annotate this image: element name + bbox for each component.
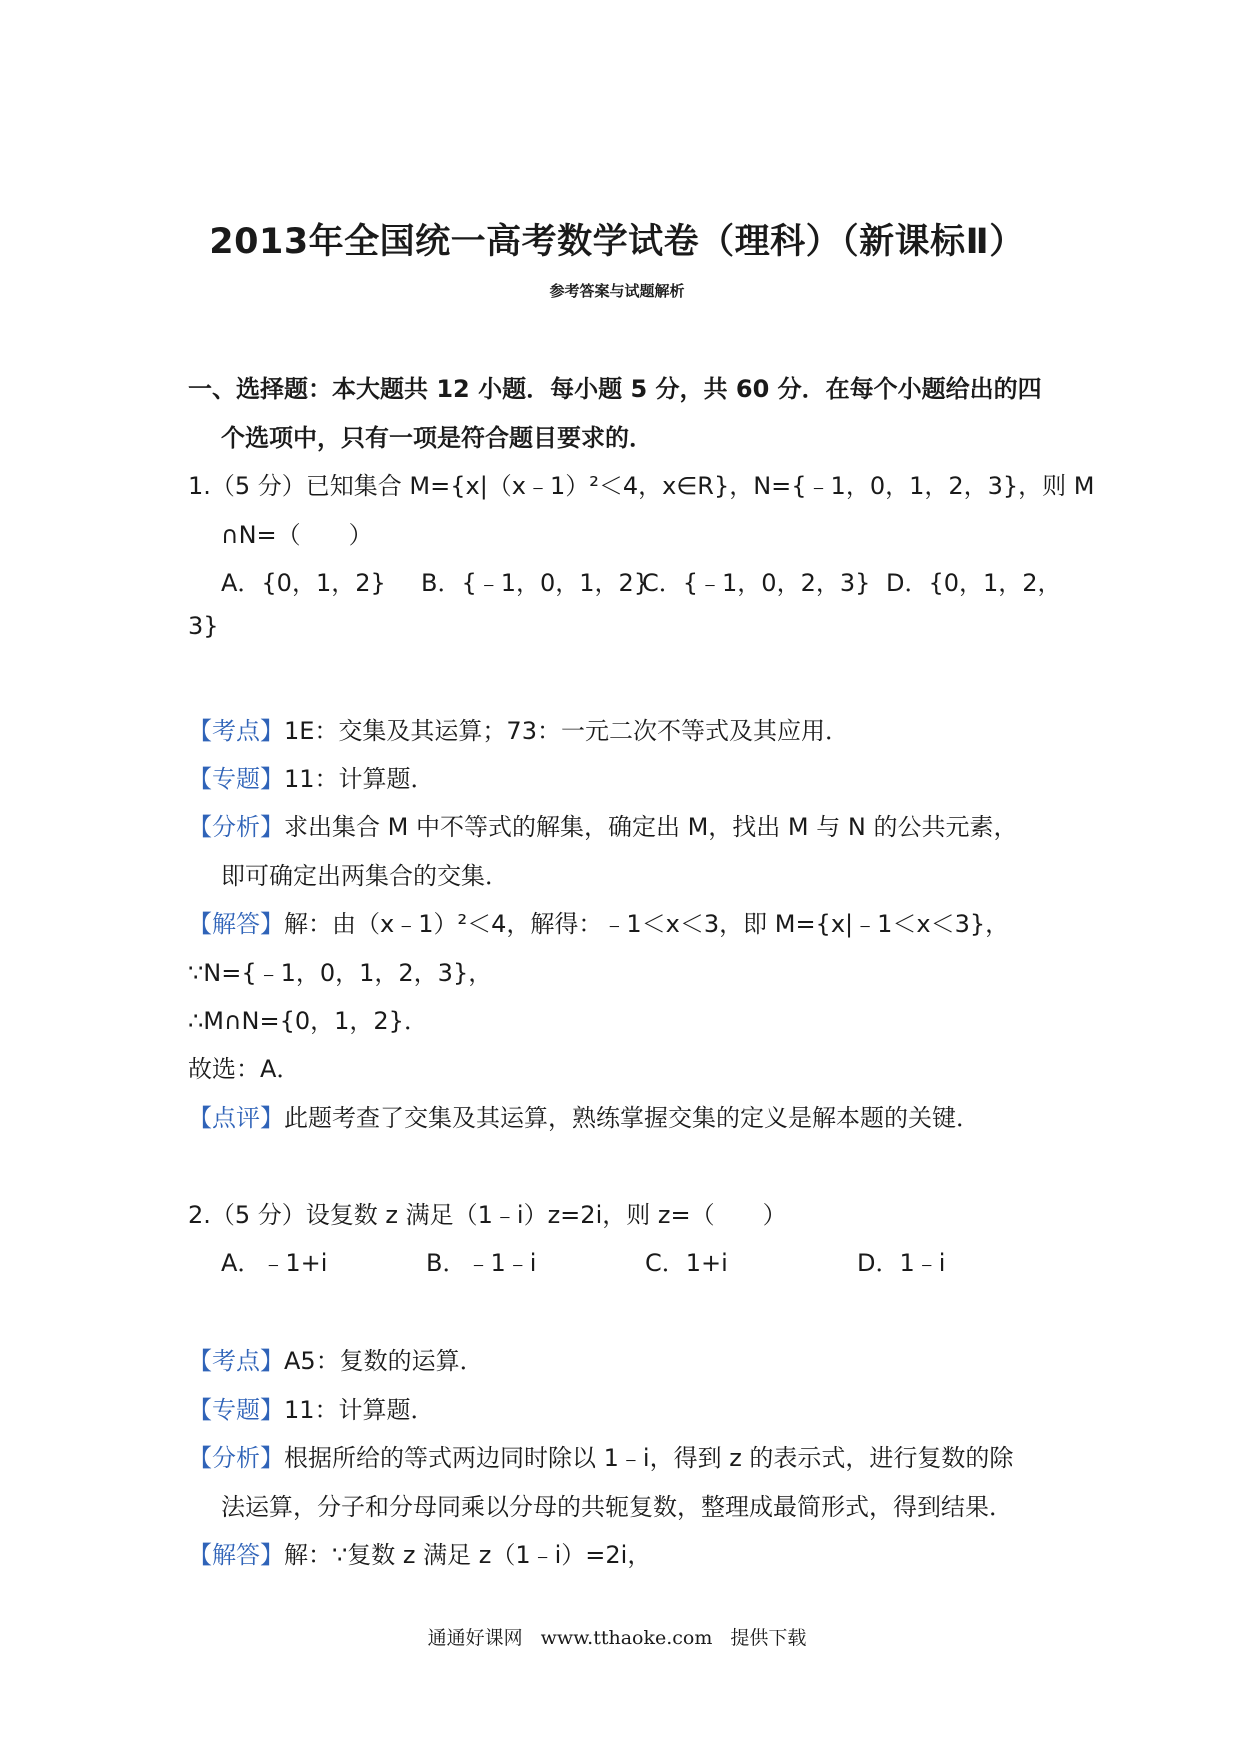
q2-zhuanti-text: 11：计算题．: [284, 1396, 435, 1424]
q1-option-b: B．{﹣1，0，1，2}: [421, 569, 650, 597]
q1-jieda-line2: ∵N={﹣1，0，1，2，3}，: [188, 959, 493, 987]
q2-stem: 2.（5 分）设复数 z 满足（1﹣i）z=2i，则 z=（ ）: [188, 1201, 787, 1229]
footer-url[interactable]: www.tthaoke.com: [540, 1627, 713, 1649]
q1-jieda: [188, 904, 1009, 939]
q1-fenxi-continued: 即可确定出两集合的交集．: [221, 862, 509, 890]
page-title: 2013年全国统一高考数学试卷（理科）（新课标Ⅱ）: [209, 222, 1025, 262]
page-subtitle: 参考答案与试题解析: [549, 282, 685, 300]
q1-fenxi: [188, 807, 1017, 842]
q1-stem: 1.（5 分）已知集合 M={x|（x﹣1）²＜4，x∈R}，N={﹣1，0，1，2，3}，则 M: [188, 472, 1095, 500]
q1-kaodian-text: 1E：交集及其运算；73：一元二次不等式及其应用．: [284, 717, 849, 745]
zhuanti-tag: 【专题】: [188, 765, 284, 793]
section-heading-continued: 个选项中，只有一项是符合题目要求的．: [221, 424, 653, 452]
zhuanti-tag: 【专题】: [188, 1396, 284, 1424]
kaodian-tag: 【考点】: [188, 1347, 284, 1375]
q2-kaodian: [188, 1341, 484, 1376]
q1-option-a: A．{0，1，2}: [221, 569, 386, 597]
q1-dianping-text: 此题考查了交集及其运算，熟练掌握交集的定义是解本题的关键．: [284, 1104, 980, 1132]
q1-jieda-text: 解：由（x﹣1）²＜4，解得：﹣1＜x＜3，即 M={x|﹣1＜x＜3}，: [284, 910, 1010, 938]
kaodian-tag: 【考点】: [188, 717, 284, 745]
footer-site-name: 通通好课网: [427, 1627, 523, 1649]
q1-kaodian: [188, 711, 849, 746]
jieda-tag: 【解答】: [188, 910, 284, 938]
jieda-tag: 【解答】: [188, 1541, 284, 1569]
q2-jieda: [188, 1535, 651, 1570]
dianping-tag: 【点评】: [188, 1104, 284, 1132]
q2-fenxi-text: 根据所给的等式两边同时除以 1﹣i，得到 z 的表示式，进行复数的除: [284, 1444, 1014, 1472]
q1-option-c: C．{﹣1，0，2，3}: [642, 569, 871, 597]
q1-dianping: [188, 1098, 980, 1133]
q2-option-c: C．1+i: [645, 1249, 728, 1277]
q2-option-a: A．﹣1+i: [221, 1249, 328, 1277]
fenxi-tag: 【分析】: [188, 813, 284, 841]
q2-option-d: D．1﹣i: [857, 1249, 946, 1277]
q1-zhuanti: [188, 759, 435, 794]
q1-stem-continued: ∩N=（ ）: [221, 521, 373, 549]
section-heading: 一、选择题：本大题共 12 小题．每小题 5 分，共 60 分．在每个小题给出的四: [188, 375, 1042, 403]
q1-option-d-continued: 3}: [188, 612, 219, 640]
q2-zhuanti: [188, 1390, 435, 1425]
q2-fenxi: [188, 1438, 1013, 1473]
fenxi-tag: 【分析】: [188, 1444, 284, 1472]
q1-option-d: D．{0，1，2，: [886, 569, 1062, 597]
q2-kaodian-text: A5：复数的运算．: [284, 1347, 484, 1375]
q2-fenxi-continued: 法运算，分子和分母同乘以分母的共轭复数，整理成最简形式，得到结果．: [221, 1493, 1013, 1521]
footer-note: 提供下载: [730, 1627, 807, 1649]
q2-jieda-text: 解：∵复数 z 满足 z（1﹣i）=2i，: [284, 1541, 652, 1569]
q1-zhuanti-text: 11：计算题．: [284, 765, 435, 793]
q1-jieda-line3: ∴M∩N={0，1，2}．: [188, 1007, 428, 1035]
q1-fenxi-text: 求出集合 M 中不等式的解集，确定出 M，找出 M 与 N 的公共元素，: [284, 813, 1018, 841]
page-footer: [0, 1623, 1234, 1650]
q2-option-b: B．﹣1﹣i: [426, 1249, 537, 1277]
q1-jieda-line4: 故选：A．: [188, 1055, 301, 1083]
